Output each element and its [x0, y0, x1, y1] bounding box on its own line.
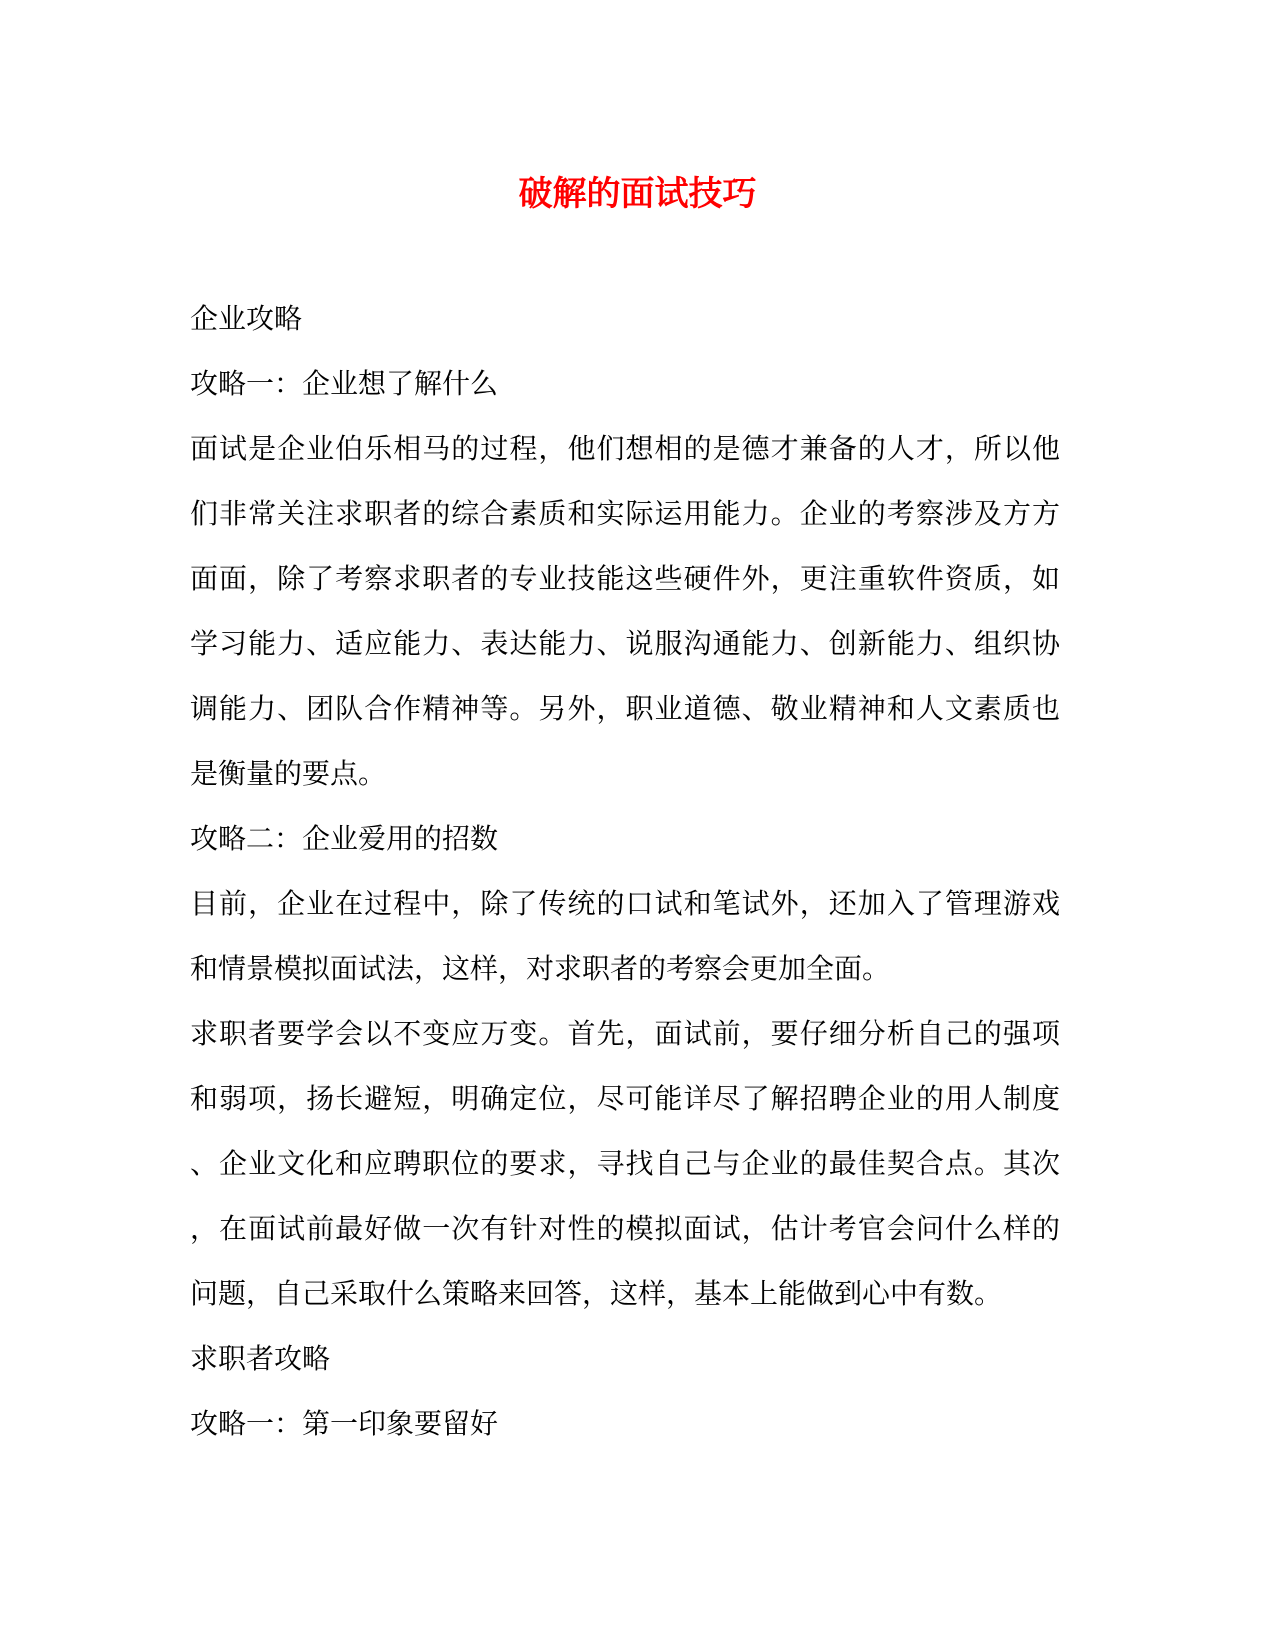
- paragraph-line: 们非常关注求职者的综合素质和实际运用能力。企业的考察涉及方方: [190, 497, 1060, 530]
- paragraph-line: 和弱项，扬长避短，明确定位，尽可能详尽了解招聘企业的用人制度: [190, 1082, 1060, 1115]
- paragraph-line: 面试是企业伯乐相马的过程，他们想相的是德才兼备的人才，所以他: [190, 432, 1060, 465]
- subheading-strategy-two: 攻略二：企业爱用的招数: [190, 822, 499, 855]
- paragraph-line: 、企业文化和应聘职位的要求，寻找自己与企业的最佳契合点。其次: [190, 1147, 1060, 1180]
- paragraph-line: 问题，自己采取什么策略来回答，这样，基本上能做到心中有数。: [190, 1277, 1003, 1310]
- paragraph-line: 目前，企业在过程中，除了传统的口试和笔试外，还加入了管理游戏: [190, 887, 1060, 920]
- section-heading-enterprise-strategy: 企业攻略: [190, 302, 303, 335]
- subheading-first-impression: 攻略一：第一印象要留好: [190, 1407, 499, 1440]
- paragraph-line: ，在面试前最好做一次有针对性的模拟面试，估计考官会问什么样的: [190, 1212, 1060, 1245]
- paragraph-line: 面面，除了考察求职者的专业技能这些硬件外，更注重软件资质，如: [190, 562, 1060, 595]
- paragraph-line: 调能力、团队合作精神等。另外，职业道德、敬业精神和人文素质也: [190, 692, 1060, 725]
- paragraph-line: 和情景模拟面试法，这样，对求职者的考察会更加全面。: [190, 952, 891, 985]
- document-title: 破解的面试技巧: [518, 174, 757, 214]
- section-heading-jobseeker-strategy: 求职者攻略: [190, 1342, 331, 1375]
- paragraph-line: 学习能力、适应能力、表达能力、说服沟通能力、创新能力、组织协: [190, 627, 1060, 660]
- subheading-strategy-one: 攻略一：企业想了解什么: [190, 367, 499, 400]
- paragraph-line: 求职者要学会以不变应万变。首先，面试前，要仔细分析自己的强项: [190, 1017, 1060, 1050]
- paragraph-line: 是衡量的要点。: [190, 757, 387, 790]
- document-body: [190, 286, 1060, 1456]
